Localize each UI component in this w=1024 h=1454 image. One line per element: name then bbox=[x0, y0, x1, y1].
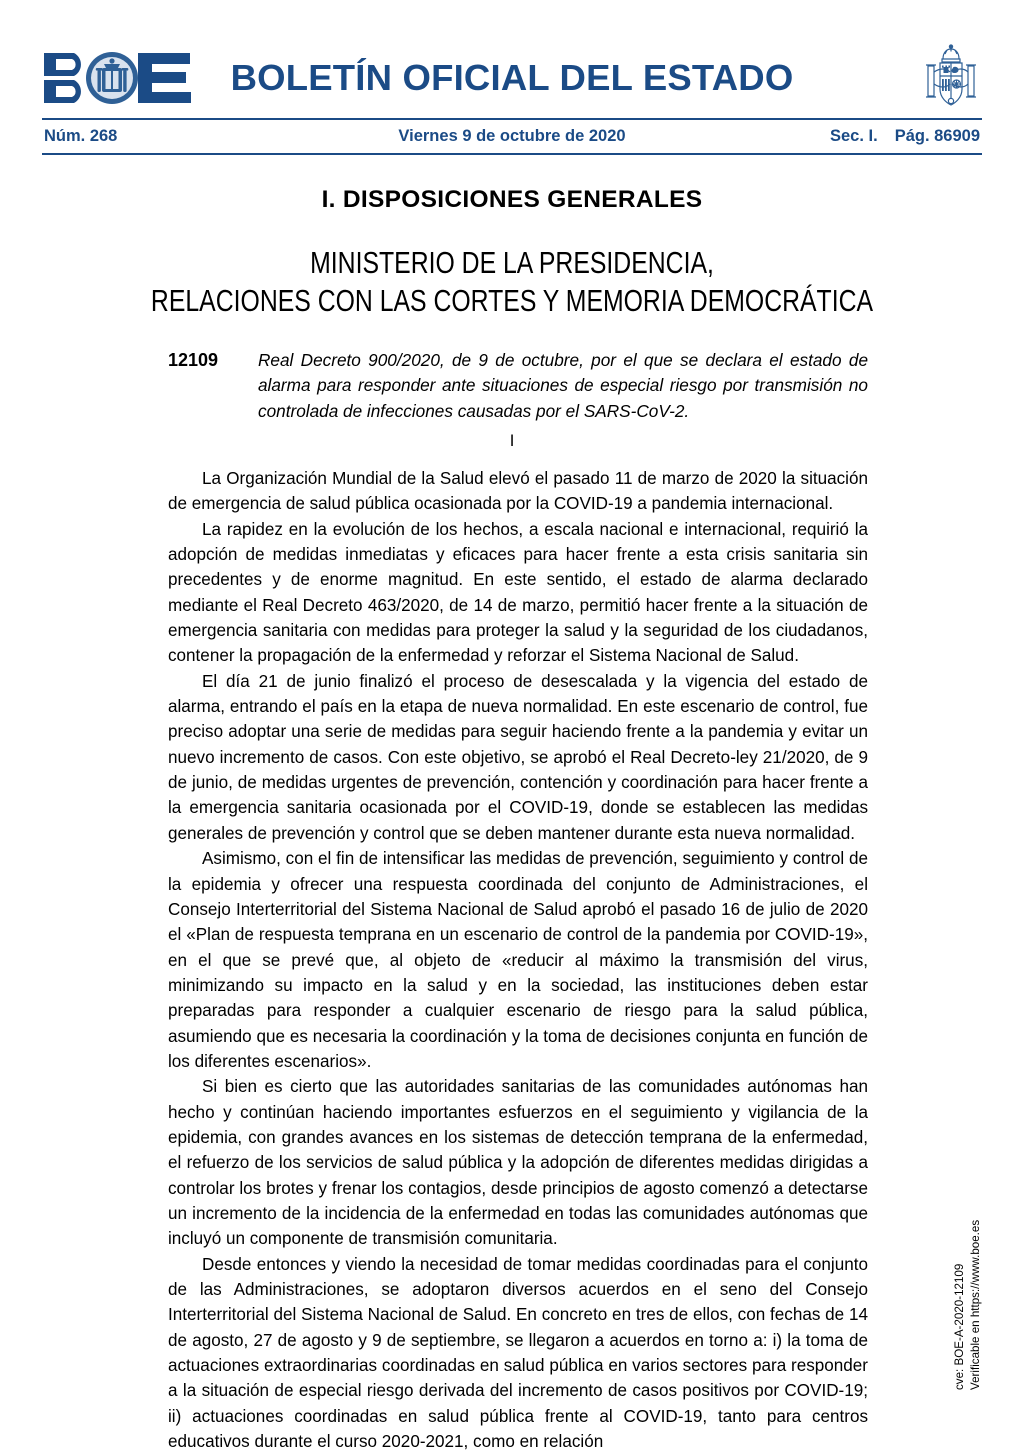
masthead bbox=[0, 42, 1024, 114]
issue-infobar bbox=[42, 120, 982, 153]
page-label: Pág. 86909 bbox=[894, 127, 980, 145]
body-text bbox=[168, 466, 868, 1454]
decree-number: 12109 bbox=[168, 350, 219, 370]
section-page-info bbox=[830, 120, 980, 153]
header-rule-bottom bbox=[42, 153, 982, 155]
ministry-heading-line-1: MINISTERIO DE LA PRESIDENCIA, bbox=[310, 245, 714, 280]
paragraph: Si bien es cierto que las autoridades sanitarias de las comunidades autónomas han hecho y continúan haciendo importantes esfuerzos en el seguimiento y vigilancia de la epidemia, con grandes avances en los sistemas de detección temprana de la enfermedad, el refuerzo de los servicios de salud pública y la adopción de diferentes medidas dirigidas a controlar los brotes y frenar los contagios, desde principios de agosto comenzó a detectarse un incremento de la incidencia de la enfermedad en todas las comunidades autónomas que incluyó un componente de transmisión comunitaria. bbox=[168, 1077, 868, 1249]
verification-sidenote bbox=[953, 1160, 1006, 1390]
paragraph: Desde entonces y viendo la necesidad de tomar medidas coordinadas para el conjunto de las Administraciones, se adoptaron diversos acuerdos en el seno del Consejo Interterritorial del Sistema Nacional de Salud. En concreto en tres de ellos, con fechas de 14 de agosto, 27 de agosto y 9 de septiembre, se llegaron a acuerdos en torno a: i) la toma de actuaciones extraordinarias coordinadas en salud pública en varios sectores para responder a la situación de especial riesgo derivada del incremento de casos positivos por COVID-19; ii) actuaciones coordinadas en salud pública frente al COVID-19, tanto para centros educativos durante el curso 2020-2021, como en relación bbox=[168, 1254, 868, 1452]
issue-number: Núm. 268 bbox=[44, 127, 118, 145]
paragraph: La rapidez en la evolución de los hechos, a escala nacional e internacional, requirió la adopción de medidas inmediatas y eficaces para hacer frente a esta crisis sanitaria sin precedentes y de enorme magnitud. En este sentido, el estado de alarma declarado mediante el Real Decreto 463/2020, de 14 de marzo, permitió hacer frente a la situación de emergencia sanitaria con medidas para proteger la salud y la seguridad de los ciudadanos, contener la propagación de la enfermedad y reforzar el Sistema Nacional de Salud. bbox=[168, 519, 868, 666]
paragraph: Asimismo, con el fin de intensificar las medidas de prevención, seguimiento y control de la epidemia y ofrecer una respuesta coordinada del conjunto de Administraciones, el Consejo Interterritorial del Sistema Nacional de Salud aprobó el pasado 16 de julio de 2020 el «Plan de respuesta temprana en un escenario de control de la pandemia por COVID-19», en el que se prevé que, al objeto de «reducir al máximo la transmisión del virus, minimizando su impacto en la salud y en la sociedad, las instituciones deben estar preparadas para responder a cualquier escenario de riesgo para la salud pública, asumiendo que es necesaria la coordinación y la toma de decisiones conjunta en función de los diferentes escenarios». bbox=[168, 849, 868, 1071]
verification-url: Verificable en https://www.boe.es bbox=[969, 1219, 982, 1390]
cve-code: cve: BOE-A-2020-12109 bbox=[953, 1263, 966, 1390]
masthead-title: BOLETÍN OFICIAL DEL ESTADO bbox=[230, 57, 794, 98]
section-roman-numeral: I bbox=[509, 432, 515, 450]
issue-date: Viernes 9 de octubre de 2020 bbox=[398, 127, 626, 145]
decree-entry bbox=[168, 348, 868, 424]
ministry-heading-line-2: RELACIONES CON LAS CORTES Y MEMORIA DEMOCRÁTICA bbox=[150, 283, 874, 318]
spanish-coat-of-arms bbox=[920, 44, 982, 118]
section-heading: I. DISPOSICIONES GENERALES bbox=[321, 186, 703, 213]
ministry-heading bbox=[0, 244, 1024, 320]
decree-title: Real Decreto 900/2020, de 9 de octubre, por el que se declara el estado de alarma para responder ante situaciones de especial riesgo por transmisión no controlada de infecciones causadas por el SARS-CoV-2. bbox=[258, 350, 868, 421]
paragraph: La Organización Mundial de la Salud elevó el pasado 11 de marzo de 2020 la situación de emergencia de salud pública ocasionada por la COVID-19 a pandemia internacional. bbox=[168, 469, 868, 514]
paragraph: El día 21 de junio finalizó el proceso de desescalada y la vigencia del estado de alarma, entrando el país en la etapa de nueva normalidad. En este escenario de control, fue preciso adoptar una serie de medidas para seguir haciendo frente a la pandemia y evitar un nuevo incremento de casos. Con este objetivo, se aprobó el Real Decreto-ley 21/2020, de 9 de junio, de medidas urgentes de prevención, contención y coordinación para hacer frente a la emergencia sanitaria ocasionada por el COVID-19, donde se establecen las medidas generales de prevención y control que se deben mantener durante esta nueva normalidad. bbox=[168, 671, 868, 843]
section-label: Sec. I. bbox=[829, 127, 878, 145]
